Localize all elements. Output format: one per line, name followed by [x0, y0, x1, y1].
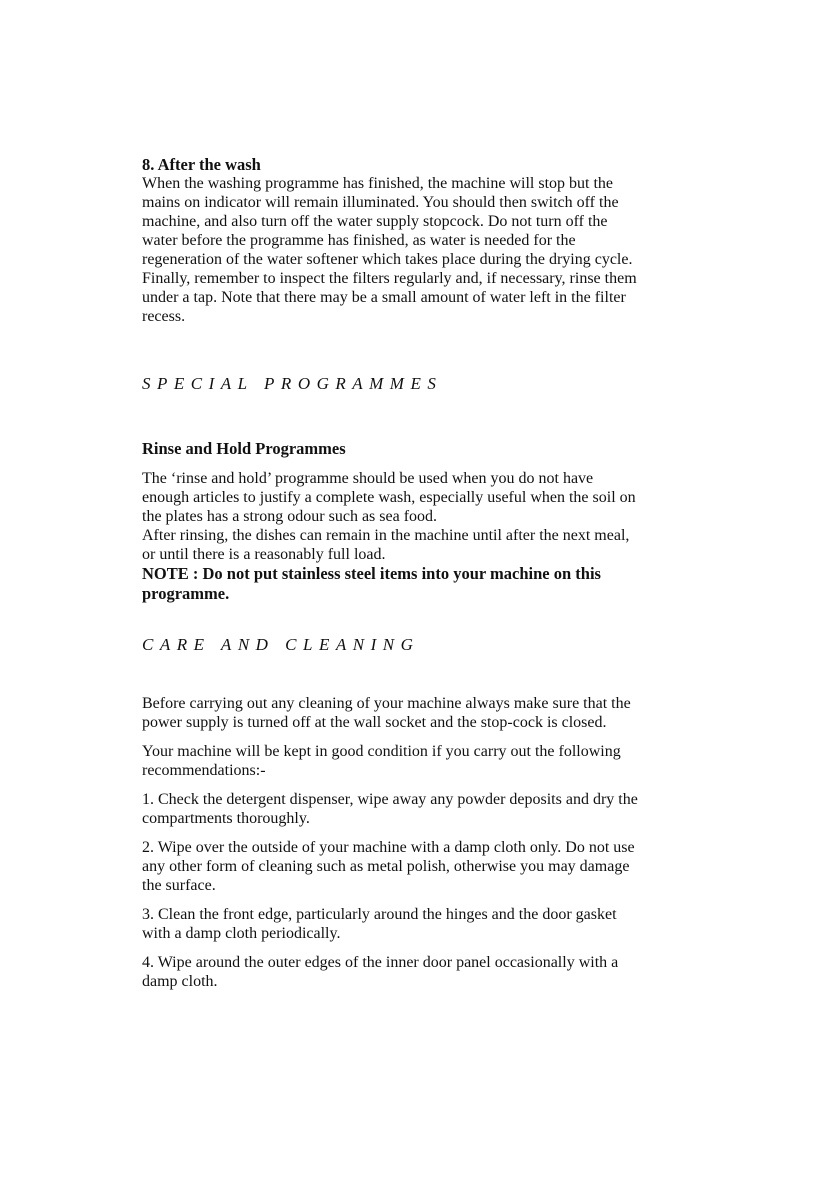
care-item-1: 1. Check the detergent dispenser, wipe away any powder deposits and dry the compartments thoroughly. — [142, 791, 638, 827]
care-intro-text: Before carrying out any cleaning of your machine always make sure that the power supply is turned off at the wall socket and the stop-cock is closed. — [142, 695, 631, 731]
document-page — [142, 155, 722, 991]
care-item-3: 3. Clean the front edge, particularly around the hinges and the door gasket with a damp cloth periodically. — [142, 906, 617, 942]
rinse-hold-text: The ‘rinse and hold’ programme should be used when you do not have enough articles to justify a complete wash, especially useful when the soil on the plates has a strong odour such as sea food. After rinsing, the dishes can remain in the machine until after the next meal, or until there is a reasonably full load. — [142, 470, 636, 563]
care-lead-text: Your machine will be kept in good condition if you carry out the following recommendations:- — [142, 743, 621, 779]
special-programmes-title: SPECIAL PROGRAMMES — [142, 374, 443, 393]
rinse-hold-note: NOTE : Do not put stainless steel items into your machine on this programme. — [142, 564, 601, 603]
after-wash-text: When the washing programme has finished, the machine will stop but the mains on indicator will remain illuminated. You should then switch off the machine, and also turn off the water supply stopcock. Do not turn off the water before the programme has finished, as water is needed for the regeneration of the water softener which takes place during the drying cycle. Finally, remember to inspect the filters regularly and, if necessary, rinse them under a tap. Note that there may be a small amount of water left in the filter recess. — [142, 175, 637, 325]
care-item-4: 4. Wipe around the outer edges of the inner door panel occasionally with a damp cloth. — [142, 954, 619, 990]
rinse-hold-heading: Rinse and Hold Programmes — [142, 439, 346, 458]
care-item-2: 2. Wipe over the outside of your machine with a damp cloth only. Do not use any other form of cleaning such as metal polish, otherwise you may damage the surface. — [142, 839, 635, 894]
after-wash-heading: 8. After the wash — [142, 155, 261, 174]
care-cleaning-title: CARE AND CLEANING — [142, 635, 420, 654]
